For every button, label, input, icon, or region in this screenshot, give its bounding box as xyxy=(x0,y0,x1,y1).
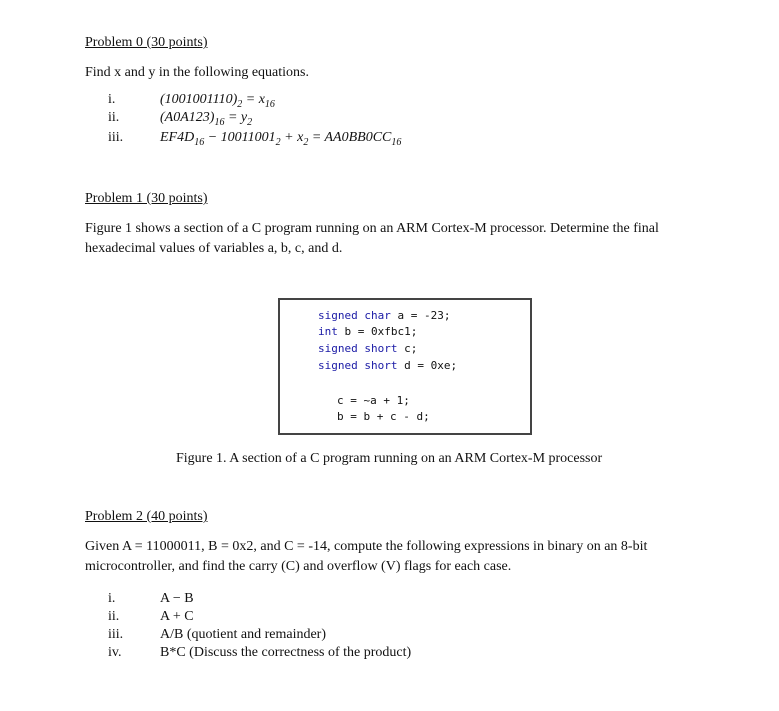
equation-number: iii. xyxy=(108,130,124,145)
question-text: A + C xyxy=(160,609,194,624)
code-line: signed short d = 0xe; xyxy=(318,359,458,372)
code-figure xyxy=(278,298,532,435)
problem-2-text-line: microcontroller, and find the carry (C) and overflow (V) flags for each case. xyxy=(85,559,512,574)
question-number: i. xyxy=(108,591,116,606)
problem-0-prompt: Find x and y in the following equations. xyxy=(85,65,309,80)
question-number: iii. xyxy=(108,627,124,642)
problem-1-text-line: hexadecimal values of variables a, b, c, and d. xyxy=(85,241,343,256)
problem-1-text xyxy=(85,219,725,259)
equation-expression: $(1001001110)_2 = x_{16}$ xyxy=(160,92,275,110)
problem-1-heading: Problem 1 (30 points) xyxy=(85,191,208,206)
equation-expression: $(A0A123)_{16} = y_2$ xyxy=(160,110,253,128)
code-line: b = b + c - d; xyxy=(337,410,430,423)
question-number: ii. xyxy=(108,609,120,624)
equation-expression: $EF4D_{16} - 10011001_2 + x_2 = AA0BB0CC_{16}$ xyxy=(160,130,402,148)
question-text: B*C (Discuss the correctness of the product) xyxy=(160,645,412,660)
code-line: int b = 0xfbc1; xyxy=(318,325,418,338)
code-line: signed char a = -23; xyxy=(318,309,451,322)
equation-number: ii. xyxy=(108,110,120,125)
problem-2-text xyxy=(85,537,725,577)
problem-1-text-line: Figure 1 shows a section of a C program running on an ARM Cortex-M processor. Determine the final xyxy=(85,221,659,236)
problem-2-text-line: Given A = 11000011, B = 0x2, and C = -14, compute the following expressions in binary on an 8-bit xyxy=(85,539,648,554)
problem-0-heading: Problem 0 (30 points) xyxy=(85,35,208,50)
problem-2-heading: Problem 2 (40 points) xyxy=(85,509,208,524)
question-number: iv. xyxy=(108,645,122,660)
code-line: signed short c; xyxy=(318,342,418,355)
code-line: c = ~a + 1; xyxy=(337,394,410,407)
question-text: A/B (quotient and remainder) xyxy=(160,627,327,642)
equation-number: i. xyxy=(108,92,116,107)
figure-caption: Figure 1. A section of a C program running on an ARM Cortex-M processor xyxy=(176,451,603,466)
question-text: A − B xyxy=(160,591,194,606)
